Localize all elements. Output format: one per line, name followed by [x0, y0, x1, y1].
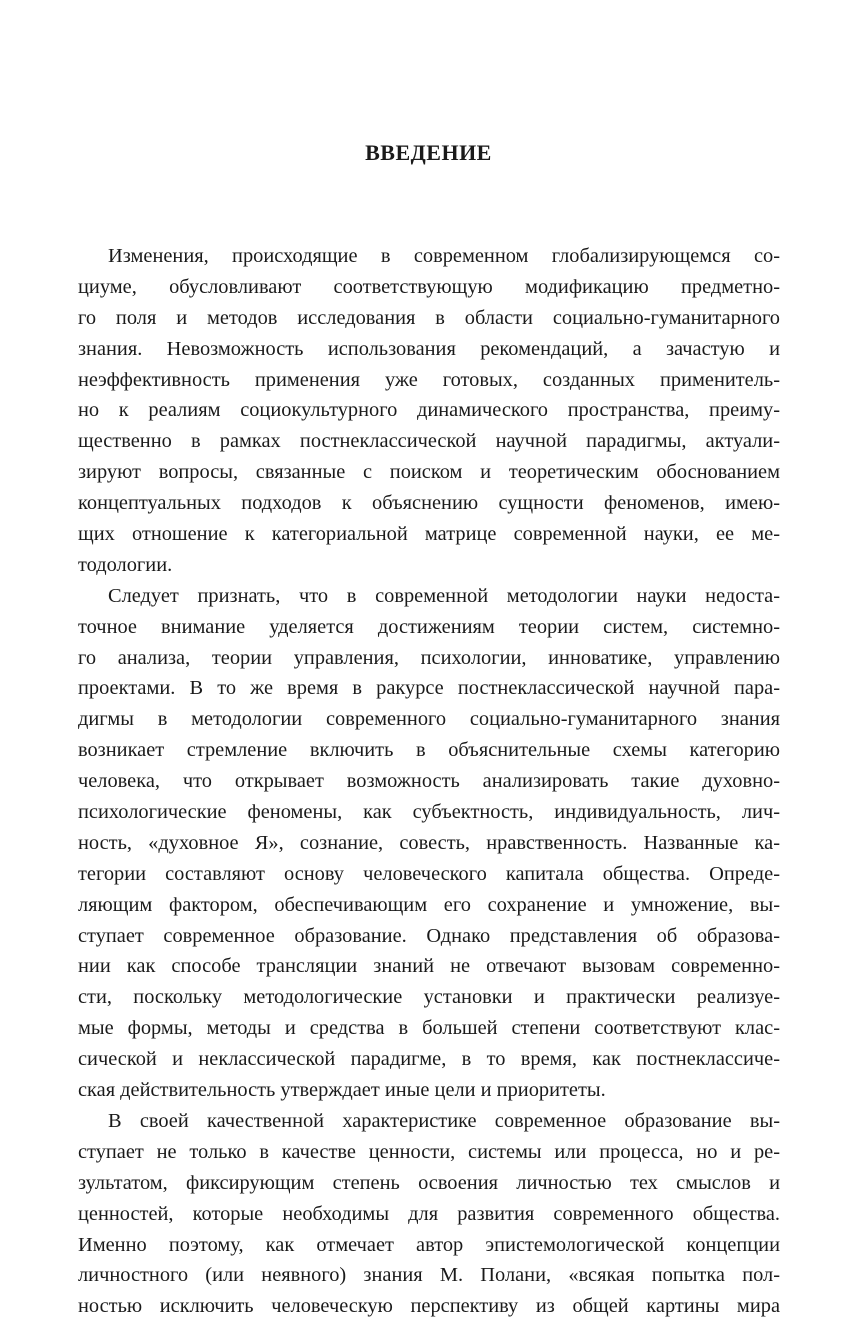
text-line: Следует признать, что в современной методологии науки недоста-	[108, 584, 780, 607]
paragraph	[78, 1106, 780, 1322]
text-line: циуме, обусловливают соответствующую модификацию предметно-	[78, 275, 780, 298]
text-line: щих отношение к категориальной матрице современной науки, ее ме-	[78, 523, 780, 546]
text-line: ступает современное образование. Однако представления об образова-	[78, 924, 780, 947]
text-line: концептуальных подходов к объяснению сущности феноменов, имею-	[78, 492, 780, 515]
text-line: ляющим фактором, обеспечивающим его сохранение и умножение, вы-	[78, 893, 780, 916]
text-line: дигмы в методологии современного социально-гуманитарного знания	[78, 708, 780, 731]
text-line: сической и неклассической парадигме, в то время, как постнеклассиче-	[78, 1048, 780, 1071]
text-line: ность, «духовное Я», сознание, совесть, нравственность. Названные ка-	[78, 831, 780, 854]
text-line: го анализа, теории управления, психологии, инноватике, управлению	[78, 646, 780, 669]
text-line: ступает не только в качестве ценности, системы или процесса, но и ре-	[78, 1140, 780, 1163]
text-line: но к реалиям социокультурного динамического пространства, преиму-	[78, 399, 780, 422]
text-line: психологические феномены, как субъектность, индивидуальность, лич-	[78, 801, 780, 824]
text-line: Изменения, происходящие в современном глобализирующемся со-	[108, 245, 780, 267]
paragraph	[78, 241, 780, 581]
text-line: зультатом, фиксирующим степень освоения личностью тех смыслов и	[78, 1171, 780, 1194]
text-line: знания. Невозможность использования рекомендаций, а зачастую и	[78, 337, 780, 360]
text-line: личностного (или неявного) знания М. Полани, «всякая попытка пол-	[78, 1264, 780, 1287]
text-line: ностью исключить человеческую перспективу из общей картины мира	[78, 1295, 780, 1318]
text-line: человека, что открывает возможность анализировать такие духовно-	[78, 770, 780, 793]
text-line: В своей качественной характеристике современное образование вы-	[108, 1109, 780, 1132]
text-line: ценностей, которые необходимы для развития современного общества.	[78, 1202, 780, 1225]
text-line: щественно в рамках постнеклассической научной парадигмы, актуали-	[78, 430, 780, 453]
page-title: ВВЕДЕНИЕ	[365, 140, 492, 165]
body-text	[78, 241, 780, 1322]
text-line: неэффективность применения уже готовых, созданных применитель-	[78, 368, 780, 391]
text-line: нии как способе трансляции знаний не отвечают вызовам современно-	[78, 955, 780, 978]
text-line: зируют вопросы, связанные с поиском и теоретическим обоснованием	[78, 461, 780, 484]
paragraph	[78, 581, 780, 1106]
text-line: сти, поскольку методологические установки и практически реализуе-	[78, 986, 780, 1009]
text-line: точное внимание уделяется достижениям теории систем, системно-	[78, 615, 780, 638]
text-line: мые формы, методы и средства в большей степени соответствуют клас-	[78, 1017, 780, 1040]
text-line: возникает стремление включить в объяснительные схемы категорию	[78, 739, 780, 762]
text-line: ская действительность утверждает иные цели и приоритеты.	[78, 1079, 606, 1102]
text-line: тодологии.	[78, 553, 173, 576]
text-line: го поля и методов исследования в области социально-гуманитарного	[78, 306, 780, 329]
text-line: Именно поэтому, как отмечает автор эпистемологической концепции	[78, 1233, 780, 1256]
text-line: тегории составляют основу человеческого капитала общества. Опреде-	[78, 862, 780, 885]
text-line: проектами. В то же время в ракурсе постнеклассической научной пара-	[78, 677, 780, 700]
